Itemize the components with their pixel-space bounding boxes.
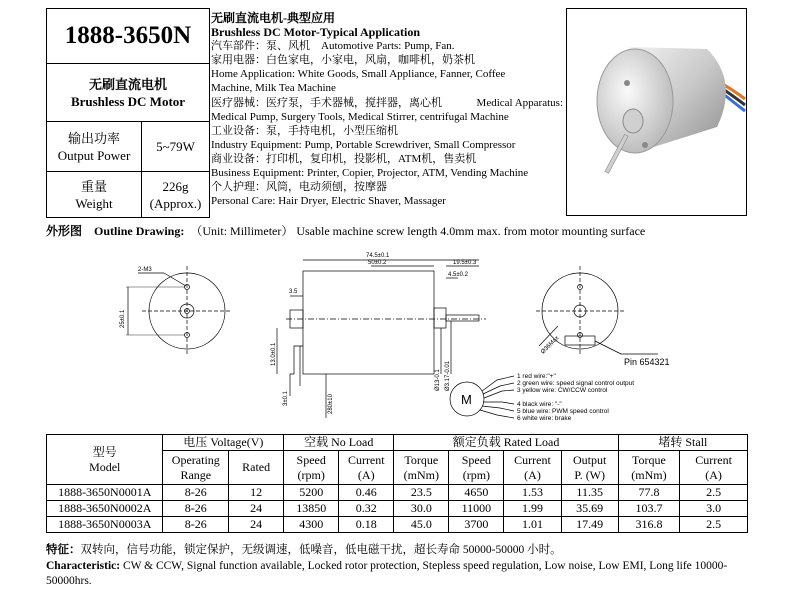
header-stall-torque xyxy=(618,451,679,485)
table-cell: 0.32 xyxy=(339,501,394,517)
table-row xyxy=(47,485,748,501)
table-cell: 0.46 xyxy=(339,485,394,501)
table-cell: 45.0 xyxy=(394,517,449,533)
weight-label-cn: 重量 xyxy=(80,178,107,194)
wire-3: 3 yellow wire: CW/CCW control xyxy=(517,387,608,394)
header-rpm: (rpm) xyxy=(297,467,325,482)
table-cell: 24 xyxy=(229,517,284,533)
header-speed: Speed xyxy=(296,452,326,467)
dim-13: 13.0±0.1 xyxy=(271,342,277,366)
header-torque: Torque xyxy=(632,452,666,467)
dim-total: 74.5±0.1 xyxy=(366,253,390,259)
table-cell: 11.35 xyxy=(561,485,618,501)
dim-boss: 4.5±0.2 xyxy=(448,272,468,278)
app-biz-cn: 商业设备：打印机，复印机，投影机，ATM机，售卖机 xyxy=(211,152,477,165)
app-home-en1: Home Application: White Goods, Small Appliance, Fanner, Coffee xyxy=(211,68,506,81)
pin-label: Pin 654321 xyxy=(624,357,670,367)
app-biz-en: Business Equipment: Printer, Copier, Projector, ATM, Vending Machine xyxy=(211,167,529,180)
features-en xyxy=(46,559,748,590)
weight-note: (Approx.) xyxy=(149,195,202,211)
features-text-en: CW & CCW, Signal function available, Locked rotor protection, Stepless speed regulation, Low noise, Low EMI, Long life 10000-50000hrs. xyxy=(46,559,728,587)
weight-label xyxy=(47,172,142,217)
header-a: (A) xyxy=(357,467,375,482)
header-model-en: Model xyxy=(89,459,121,474)
header-rated-current xyxy=(504,451,561,485)
wire-5: 5 blue wire: PWM speed control xyxy=(517,408,609,415)
dim-lead: 280±10 xyxy=(328,394,334,414)
table-cell: 1.99 xyxy=(504,501,561,517)
table-cell: 4650 xyxy=(449,485,504,501)
header-mnm: (mNm) xyxy=(631,467,667,482)
app-title-en: Brushless DC Motor-Typical Application xyxy=(211,25,421,40)
wire-1: 1 red wire:"+" xyxy=(517,373,556,380)
app-title-cn: 无刷直流电机-典型应用 xyxy=(211,11,335,25)
table-cell: 30.0 xyxy=(394,501,449,517)
header-model-cn: 型号 xyxy=(92,444,117,459)
dim-bushing: Ø13-0.1 xyxy=(435,369,441,391)
dim-diameter: Ø36Max xyxy=(540,335,561,356)
dim-3: 3±0.1 xyxy=(283,391,289,406)
product-name-cn: 无刷直流电机 xyxy=(88,76,167,92)
header-noload: 空载 No Load xyxy=(284,435,394,451)
weight-value xyxy=(142,172,209,217)
header-range: Range xyxy=(180,467,212,482)
table-cell: 11000 xyxy=(449,501,504,517)
header-stall: 堵转 Stall xyxy=(618,435,747,451)
power-label-en: Output Power xyxy=(57,147,131,163)
features xyxy=(46,543,748,590)
performance-table xyxy=(46,434,748,533)
features-label-en: Characteristic: xyxy=(46,559,121,572)
header-output-label: Output xyxy=(573,452,607,467)
header-noload-speed xyxy=(284,451,339,485)
features-cn xyxy=(46,543,748,559)
app-auto xyxy=(211,39,563,53)
table-cell: 1888-3650N0001A xyxy=(47,485,163,501)
power-value: 5~79W xyxy=(142,122,209,172)
dim-35: 3.5 xyxy=(289,289,298,295)
features-label-cn: 特征： xyxy=(46,544,81,556)
app-home-cn: 家用电器：白色家电，小家电，风扇，咖啡机，奶茶机 xyxy=(211,54,475,67)
app-ind-en: Industry Equipment: Pump, Portable Screwdriver, Small Compressor xyxy=(211,138,516,151)
wire-6: 6 white wire: brake xyxy=(517,415,572,422)
dim-thread: 2-M3 xyxy=(138,267,152,273)
wire-2: 2 green wire: speed signal control output xyxy=(517,380,635,387)
table-cell: 1.53 xyxy=(504,485,561,501)
wire-4: 4 black wire: "-" xyxy=(517,401,562,408)
applications xyxy=(211,11,563,208)
table-cell: 2.5 xyxy=(680,485,748,501)
header-operating: Operating xyxy=(171,452,220,467)
header-rpm: (rpm) xyxy=(462,467,491,482)
header-current: Current xyxy=(695,452,732,467)
dim-shaft: 19.5±0.3 xyxy=(453,260,477,266)
motor-photo-illustration xyxy=(567,9,746,215)
header-rated-torque xyxy=(394,451,449,485)
product-name xyxy=(47,64,209,122)
product-name-en: Brushless DC Motor xyxy=(70,93,186,109)
table-cell: 3700 xyxy=(449,517,504,533)
header-output xyxy=(561,451,618,485)
table-cell: 35.69 xyxy=(561,501,618,517)
table-cell: 2.5 xyxy=(680,517,748,533)
header-noload-current xyxy=(339,451,394,485)
table-cell: 103.7 xyxy=(618,501,679,517)
motor-symbol: M xyxy=(461,392,472,407)
table-cell: 24 xyxy=(229,501,284,517)
weight-label-en: Weight xyxy=(75,195,113,211)
table-header-row-1 xyxy=(47,435,748,451)
table-cell: 3.0 xyxy=(680,501,748,517)
app-auto-en: Automotive Parts: Pump, Fan. xyxy=(321,40,455,53)
header-pw: P. (W) xyxy=(574,467,606,482)
table-cell: 1888-3650N0002A xyxy=(47,501,163,517)
header-rated-voltage: Rated xyxy=(229,451,284,485)
side-view-body xyxy=(303,271,434,374)
features-text-cn: 双转向，信号功能，锁定保护，无级调速，低噪音，低电磁干扰，超长寿命 50000-50000 小时。 xyxy=(80,544,562,556)
table-cell: 1.01 xyxy=(504,517,561,533)
table-cell: 23.5 xyxy=(394,485,449,501)
table-cell: 13850 xyxy=(284,501,339,517)
product-photo xyxy=(566,8,747,216)
table-cell: 8-26 xyxy=(163,485,229,501)
table-cell: 1888-3650N0003A xyxy=(47,517,163,533)
table-cell: 8-26 xyxy=(163,501,229,517)
header-a: (A) xyxy=(524,467,541,482)
app-med-cn: 医疗器械：医疗泵，手术器械，搅拌器，离心机 xyxy=(211,96,442,109)
outline-label-en: Outline Drawing: xyxy=(94,224,185,238)
table-cell: 5200 xyxy=(284,485,339,501)
table-cell: 8-26 xyxy=(163,517,229,533)
app-med xyxy=(211,96,563,110)
dim-body: 50±0.2 xyxy=(368,260,387,266)
header-a: (A) xyxy=(705,467,722,482)
header-rated: 额定负载 Rated Load xyxy=(394,435,618,451)
app-home-en2: Machine, Milk Tea Machine xyxy=(211,82,336,95)
table-cell: 17.49 xyxy=(561,517,618,533)
header-voltage: 电压 Voltage(V) xyxy=(163,435,284,451)
power-label xyxy=(47,122,142,172)
table-cell: 77.8 xyxy=(618,485,679,501)
outline-label-cn: 外形图 xyxy=(46,224,83,238)
table-cell: 0.18 xyxy=(339,517,394,533)
header-torque: Torque xyxy=(404,452,439,467)
table-cell: 4300 xyxy=(284,517,339,533)
table-row xyxy=(47,501,748,517)
header-speed: Speed xyxy=(461,452,492,467)
app-med-en1: Medical Apparatus: xyxy=(476,96,563,109)
header-stall-current xyxy=(680,451,748,485)
dim-25: 25±0.1 xyxy=(120,309,126,328)
outline-note: （Unit: Millimeter） Usable machine screw length 4.0mm max. from motor mounting surface xyxy=(190,224,646,238)
app-ind-cn: 工业设备：泵，手持电机，小型压缩机 xyxy=(211,124,398,137)
dim-shaft-dia: Ø3.17-0.01 xyxy=(445,360,451,391)
table-body xyxy=(47,485,748,533)
header-current: Current xyxy=(514,452,551,467)
spec-box xyxy=(46,8,210,218)
header-operating-range xyxy=(163,451,229,485)
power-label-cn: 输出功率 xyxy=(67,130,120,146)
header-mnm: (mNm) xyxy=(403,467,439,482)
header-current: Current xyxy=(347,452,385,467)
weight-number: 226g xyxy=(162,178,189,194)
app-care-cn: 个人护理：风筒，电动须刨，按摩器 xyxy=(211,181,387,194)
table-row xyxy=(47,517,748,533)
model-number: 1888-3650N xyxy=(47,9,209,64)
app-auto-cn: 汽车部件：泵、风机 xyxy=(211,40,310,53)
outline-drawing xyxy=(46,236,746,432)
app-med-en2: Medical Pump, Surgery Tools, Medical Stirrer, centrifugal Machine xyxy=(211,110,509,123)
app-care-en: Personal Care: Hair Dryer, Electric Shaver, Massager xyxy=(211,195,446,208)
header-model xyxy=(47,435,163,485)
table-cell: 316.8 xyxy=(618,517,679,533)
table-cell: 12 xyxy=(229,485,284,501)
header-rated-speed xyxy=(449,451,504,485)
